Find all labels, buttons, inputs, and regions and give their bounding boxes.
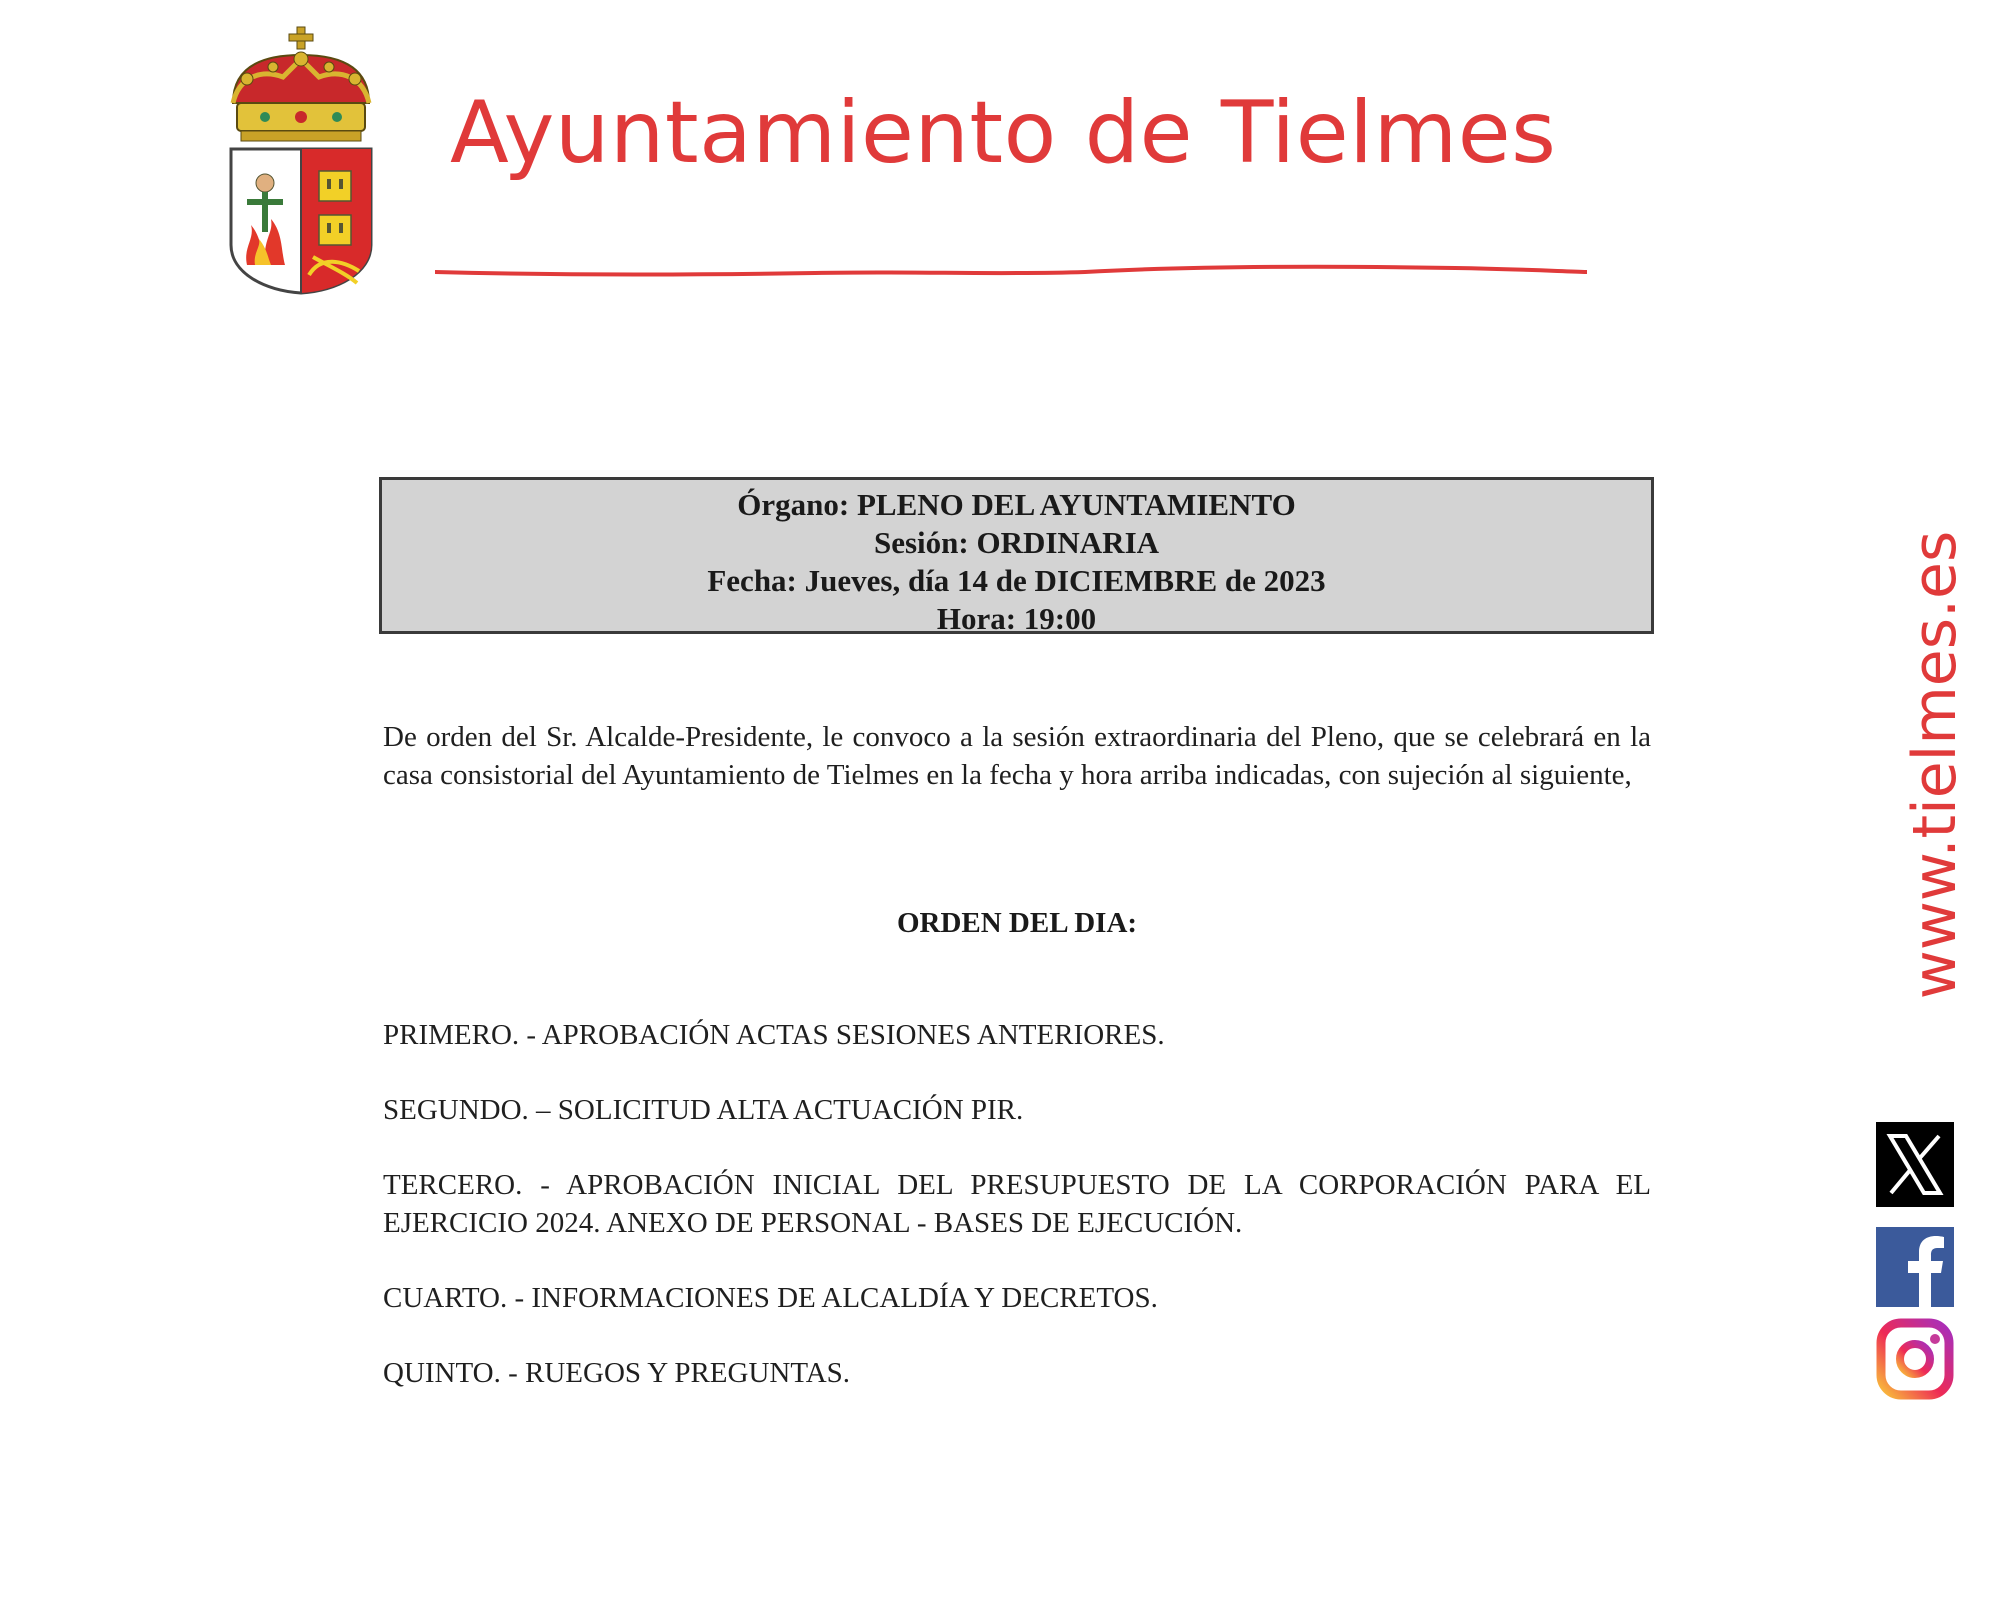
coat-of-arms-icon	[225, 25, 377, 295]
page-title: Ayuntamiento de Tielmes	[450, 83, 1557, 183]
agenda-item: QUINTO. - RUEGOS Y PREGUNTAS.	[383, 1357, 851, 1389]
title-underline	[435, 258, 1587, 278]
facebook-icon[interactable]	[1876, 1227, 1954, 1307]
agenda-title: ORDEN DEL DIA:	[896, 907, 1138, 939]
agenda-list	[383, 1016, 1651, 1429]
agenda-item: PRIMERO. - APROBACIÓN ACTAS SESIONES ANTERIORES.	[383, 1019, 1165, 1051]
session-type-label: Sesión: ORDINARIA	[873, 525, 1160, 560]
instagram-icon[interactable]	[1876, 1318, 1954, 1400]
x-icon[interactable]	[1876, 1122, 1954, 1207]
organo-label: Órgano: PLENO DEL AYUNTAMIENTO	[737, 487, 1296, 522]
agenda-item: TERCERO. - APROBACIÓN INICIAL DEL PRESUPUESTO DE LA CORPORACIÓN PARA EL EJERCICIO 2024. ANEXO DE PERSONAL - BASES DE EJECUCIÓN.	[383, 1169, 1651, 1239]
convocation-paragraph: De orden del Sr. Alcalde-Presidente, le convoco a la sesión extraordinaria del Pleno, que se celebrará en la casa consistorial del Ayuntamiento de Tielmes en la fecha y hora arriba indicadas, con sujeción al siguiente,	[383, 721, 1651, 791]
website-link[interactable]: www.tielmes.es	[1900, 530, 1970, 1000]
agenda-item: SEGUNDO. – SOLICITUD ALTA ACTUACIÓN PIR.	[383, 1094, 1024, 1126]
session-date-label: Fecha: Jueves, día 14 de DICIEMBRE de 2023	[707, 563, 1326, 598]
session-header-box	[379, 477, 1654, 634]
session-time-label: Hora: 19:00	[936, 601, 1097, 636]
agenda-item: CUARTO. - INFORMACIONES DE ALCALDÍA Y DECRETOS.	[383, 1282, 1158, 1314]
